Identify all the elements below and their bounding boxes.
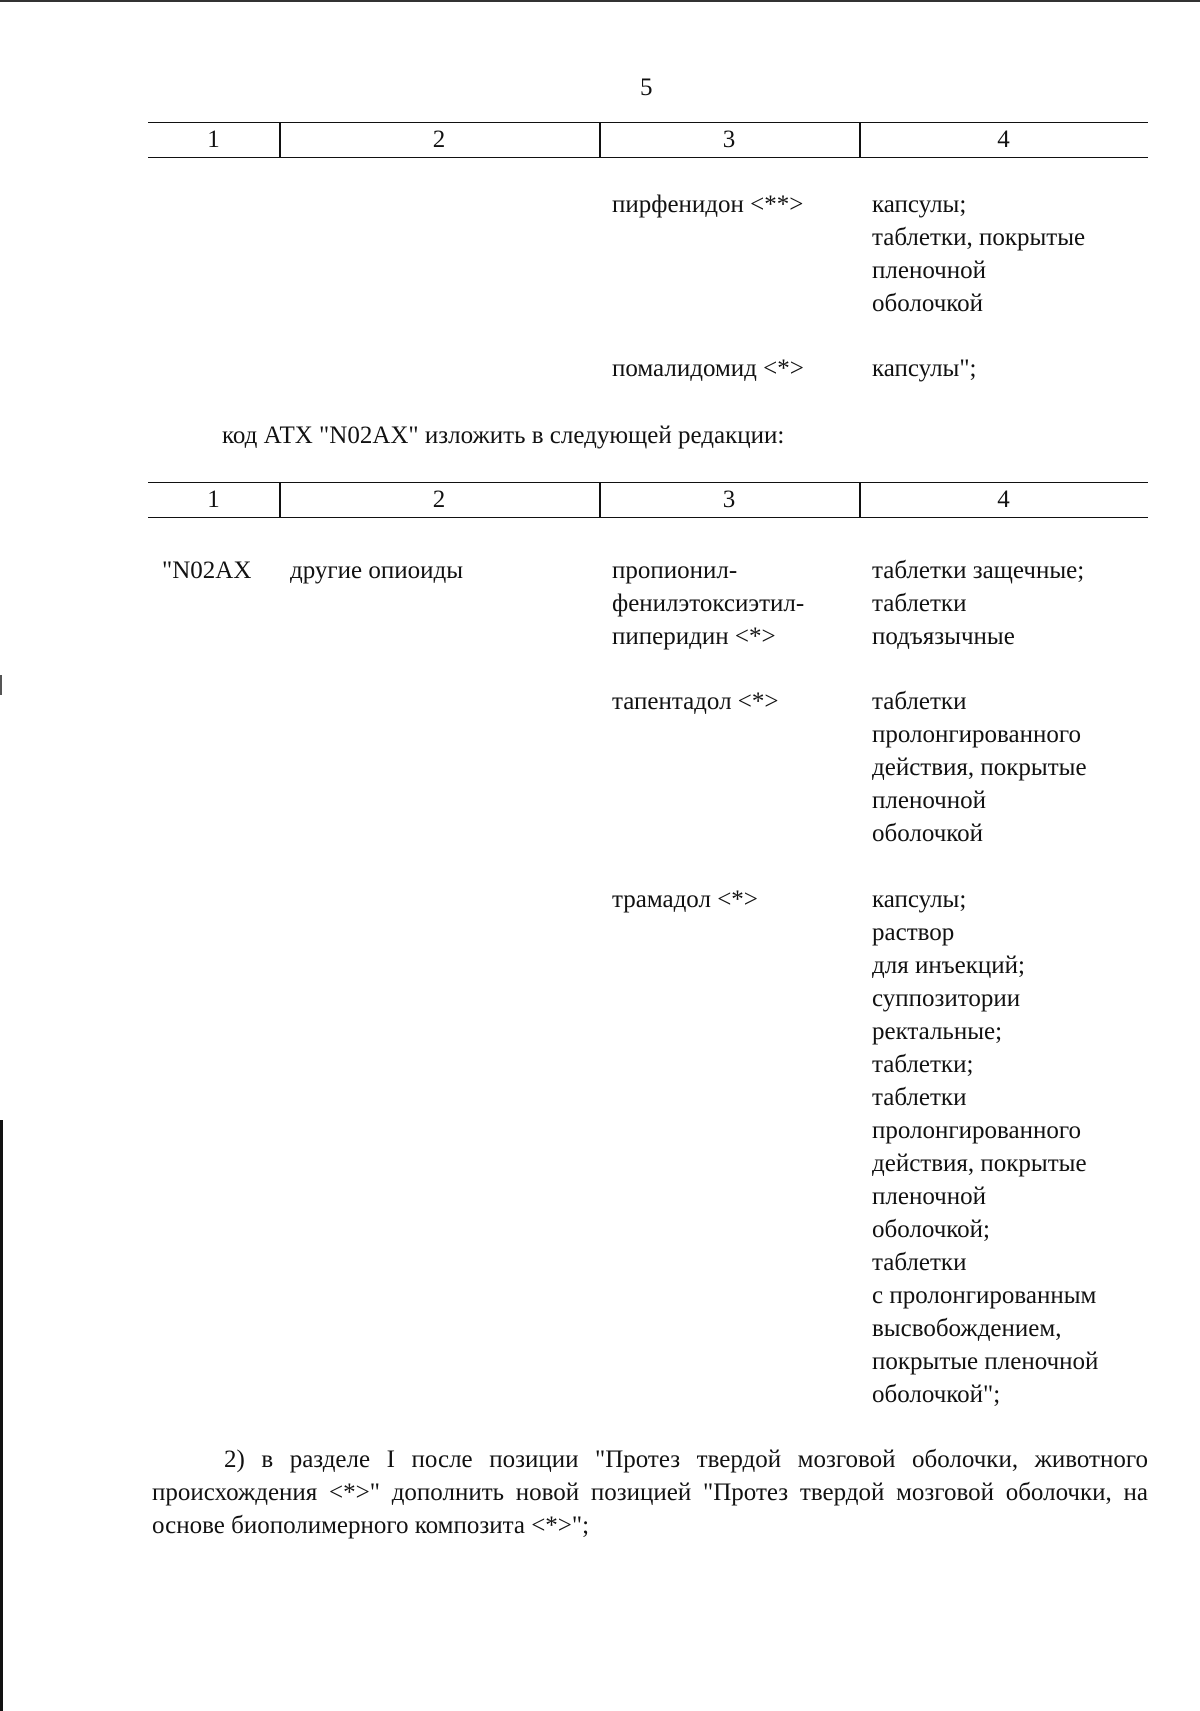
dosage-form-line: таблетки; bbox=[872, 1051, 974, 1078]
dosage-form-line: оболочкой"; bbox=[872, 1381, 1001, 1408]
dosage-form-line: оболочкой bbox=[872, 290, 984, 317]
table-header-col-3: 3 bbox=[722, 486, 736, 513]
table-header-col-4: 4 bbox=[997, 126, 1010, 153]
dosage-form-line: пленочной bbox=[872, 257, 987, 284]
table-header-1 bbox=[148, 122, 1148, 158]
dosage-form-line: пролонгированного bbox=[872, 721, 1081, 748]
dosage-form-line: таблетки bbox=[872, 590, 967, 617]
dosage-form-line: пленочной bbox=[872, 1183, 987, 1210]
drug-name-line: тапентадол <*> bbox=[612, 688, 779, 715]
dosage-form-line: действия, покрытые bbox=[872, 754, 1087, 781]
drug-name-line: пропионил- bbox=[612, 557, 738, 584]
table-header-col-4: 4 bbox=[997, 486, 1010, 513]
table-header-col-1: 1 bbox=[207, 486, 220, 513]
dosage-form-line: высвобождением, bbox=[872, 1315, 1062, 1342]
dosage-form-line: пленочной bbox=[872, 787, 987, 814]
drug-name-line: трамадол <*> bbox=[612, 886, 758, 913]
dosage-form-line: таблетки bbox=[872, 688, 967, 715]
table-header-col-2: 2 bbox=[432, 126, 446, 153]
table-header-col-1: 1 bbox=[207, 126, 220, 153]
dosage-form-line: действия, покрытые bbox=[872, 1150, 1087, 1177]
page-left-mark bbox=[0, 675, 2, 695]
dosage-form-line: таблетки bbox=[872, 1084, 967, 1111]
dosage-form-line: раствор bbox=[872, 919, 955, 946]
dosage-form-line: оболочкой bbox=[872, 820, 984, 847]
dosage-form-line: покрытые пленочной bbox=[872, 1348, 1099, 1375]
instruction-line: код АТХ "N02AX" изложить в следующей редакции: bbox=[222, 422, 785, 449]
drug-name: пирфенидон <**> bbox=[612, 191, 804, 218]
dosage-form-line: капсулы"; bbox=[872, 355, 977, 382]
page-number: 5 bbox=[640, 74, 653, 101]
dosage-form-line: таблетки защечные; bbox=[872, 557, 1085, 584]
atc-group-name: другие опиоиды bbox=[290, 557, 464, 584]
amendment-paragraph: 2) в разделе I после позиции "Протез твердой мозговой оболочки, животного происхождения <*>" дополнить новой позицией "Протез твердой мозговой оболочки, на основе биополимерного композита <*>"; bbox=[152, 1446, 1148, 1539]
page-left-edge bbox=[0, 1120, 3, 1711]
dosage-form-line: для инъекций; bbox=[872, 952, 1025, 979]
dosage-form-line: капсулы; bbox=[872, 191, 967, 218]
table-header-col-2: 2 bbox=[432, 486, 446, 513]
dosage-form-line: суппозитории bbox=[872, 985, 1021, 1012]
drug-name-line: пиперидин <*> bbox=[612, 623, 776, 650]
dosage-form-line: ректальные; bbox=[872, 1018, 1003, 1045]
dosage-form-line: оболочкой; bbox=[872, 1216, 990, 1243]
dosage-form-line: таблетки bbox=[872, 1249, 967, 1276]
dosage-form-line: с пролонгированным bbox=[872, 1282, 1097, 1309]
page-top-edge bbox=[0, 0, 1200, 2]
table-header-col-3: 3 bbox=[722, 126, 736, 153]
dosage-form-line: пролонгированного bbox=[872, 1117, 1081, 1144]
dosage-form-line: капсулы; bbox=[872, 886, 967, 913]
dosage-form-line: таблетки, покрытые bbox=[872, 224, 1086, 251]
table-header-2 bbox=[148, 482, 1148, 518]
drug-name-line: фенилэтоксиэтил- bbox=[612, 590, 805, 617]
dosage-form-line: подъязычные bbox=[872, 623, 1015, 650]
atc-code: "N02AX bbox=[162, 557, 252, 584]
drug-name: помалидомид <*> bbox=[612, 355, 804, 382]
